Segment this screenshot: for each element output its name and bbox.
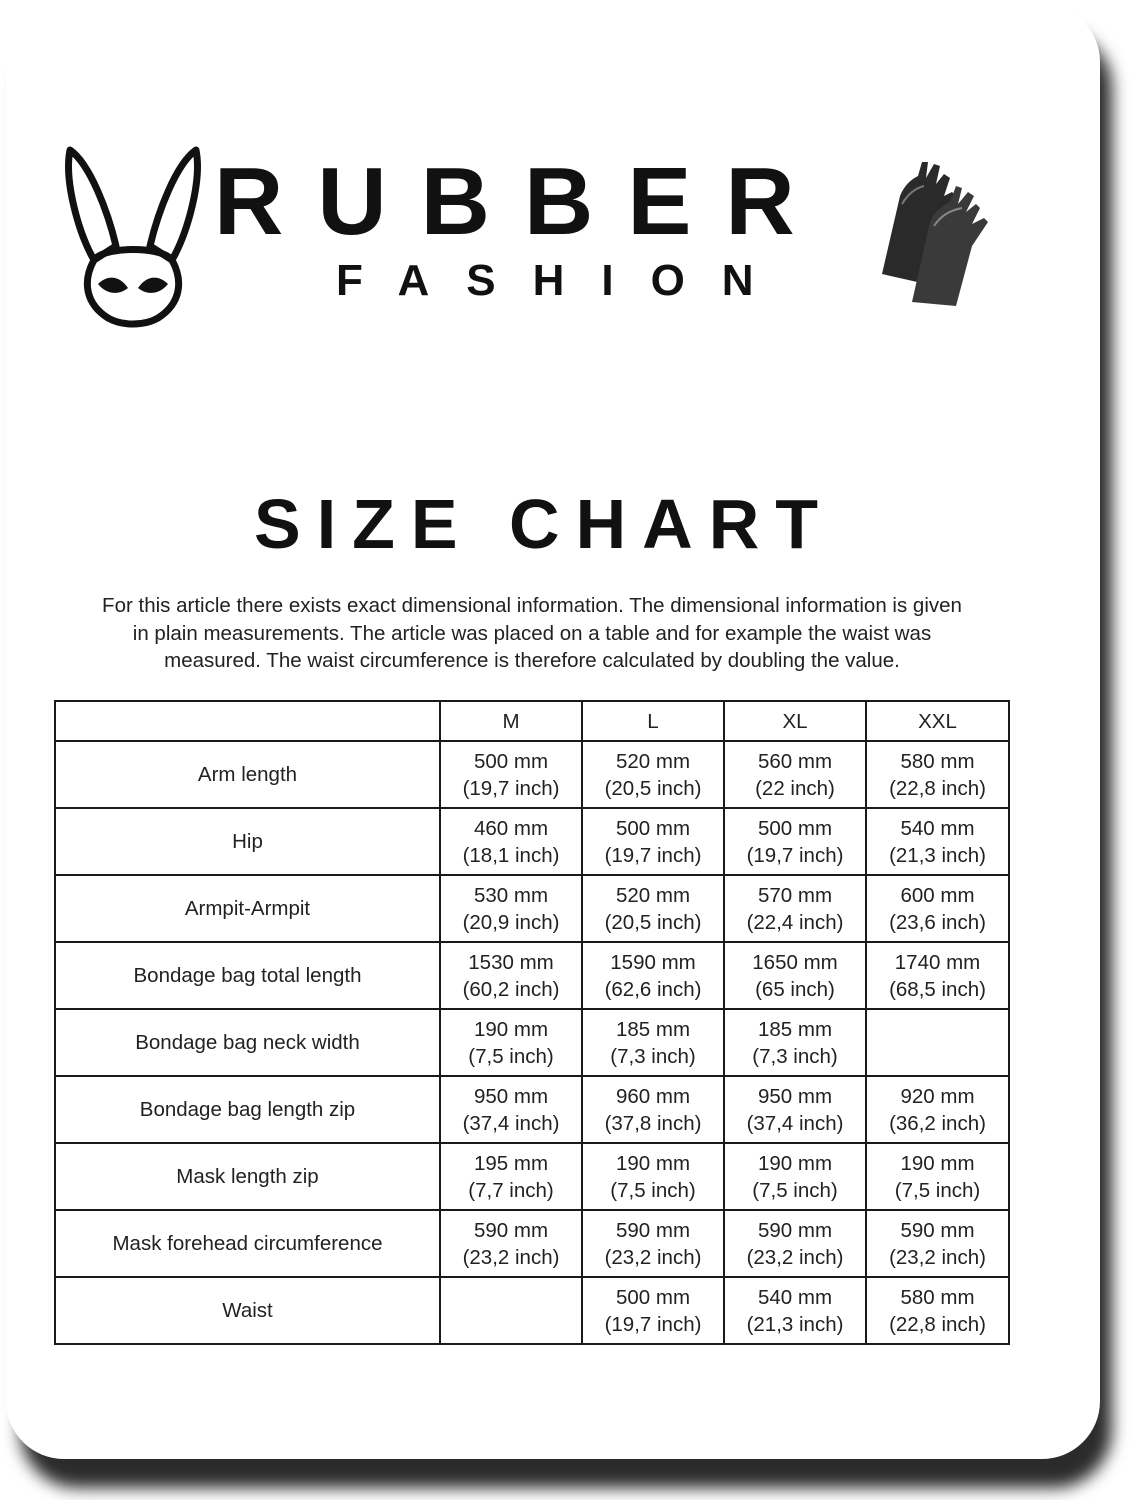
value-mm: 580 mm <box>900 1285 975 1309</box>
brand-subtitle: FASHION <box>336 256 791 305</box>
value-inch: (7,5 inch) <box>752 1178 838 1202</box>
value-mm: 530 mm <box>473 883 549 907</box>
value-mm: 500 mm <box>473 749 549 773</box>
size-cell <box>440 808 582 875</box>
intro-line: measured. The waist circumference is therefore calculated by doubling the value. <box>164 649 900 672</box>
size-cell <box>724 1210 866 1277</box>
bunny-logo-icon <box>64 142 202 330</box>
value-inch: (7,5 inch) <box>894 1178 981 1202</box>
value-mm: 195 mm <box>473 1151 549 1175</box>
size-cell <box>724 741 866 808</box>
value-inch: (23,2 inch) <box>889 1245 986 1269</box>
size-cell <box>440 1210 582 1277</box>
row-label: Waist <box>55 1277 440 1344</box>
value-inch: (20,9 inch) <box>462 910 560 934</box>
value-inch: (7,3 inch) <box>752 1044 838 1068</box>
table-row <box>55 942 1009 1009</box>
size-cell <box>582 875 724 942</box>
value-inch: (21,3 inch) <box>746 1312 844 1336</box>
size-cell <box>440 1277 582 1344</box>
value-mm: 580 mm <box>900 749 975 773</box>
value-inch: (20,5 inch) <box>604 776 702 800</box>
page-title: SIZE CHART <box>254 485 834 563</box>
value-mm: 190 mm <box>757 1151 833 1175</box>
size-cell <box>440 741 582 808</box>
value-inch: (19,7 inch) <box>462 776 560 800</box>
column-header-xl: XL <box>724 701 866 741</box>
value-mm: 520 mm <box>615 883 691 907</box>
size-cell <box>582 808 724 875</box>
latex-gloves-icon <box>872 156 998 306</box>
value-mm: 190 mm <box>900 1151 975 1175</box>
size-cell <box>724 942 866 1009</box>
size-cell <box>866 741 1009 808</box>
value-mm: 540 mm <box>757 1285 833 1309</box>
size-cell <box>724 1009 866 1076</box>
value-inch: (21,3 inch) <box>889 843 986 867</box>
table-header-row <box>55 701 1009 741</box>
table-row <box>55 1143 1009 1210</box>
value-mm: 560 mm <box>757 749 833 773</box>
value-mm: 190 mm <box>615 1151 691 1175</box>
value-mm: 540 mm <box>900 816 975 840</box>
column-header-m: M <box>440 701 582 741</box>
intro-line: in plain measurements. The article was placed on a table and for example the waist was <box>132 621 932 645</box>
value-mm: 1530 mm <box>468 950 554 974</box>
size-table <box>54 700 1010 1345</box>
value-inch: (68,5 inch) <box>889 977 986 1001</box>
size-cell <box>440 1009 582 1076</box>
size-cell <box>440 1076 582 1143</box>
intro-text <box>50 592 1014 675</box>
brand-name: RUBBER <box>214 148 829 255</box>
value-inch: (7,5 inch) <box>610 1178 696 1202</box>
value-mm: 460 mm <box>473 816 549 840</box>
size-cell <box>582 1277 724 1344</box>
value-inch: (19,7 inch) <box>604 843 702 867</box>
size-cell <box>866 942 1009 1009</box>
value-mm: 1590 mm <box>610 950 696 974</box>
column-header <box>55 701 440 741</box>
value-mm: 500 mm <box>615 1285 691 1309</box>
value-mm: 520 mm <box>615 749 691 773</box>
value-mm: 500 mm <box>757 816 833 840</box>
value-mm: 1650 mm <box>752 950 838 974</box>
value-mm: 950 mm <box>757 1084 833 1108</box>
row-label: Armpit-Armpit <box>55 875 440 942</box>
value-mm: 185 mm <box>615 1017 691 1041</box>
value-inch: (22,8 inch) <box>889 1312 986 1336</box>
size-cell <box>440 942 582 1009</box>
value-inch: (37,4 inch) <box>746 1111 844 1135</box>
size-cell <box>866 1009 1009 1076</box>
size-cell <box>866 1143 1009 1210</box>
table-row <box>55 1277 1009 1344</box>
value-inch: (23,2 inch) <box>604 1245 702 1269</box>
value-inch: (22,4 inch) <box>746 910 844 934</box>
value-inch: (7,7 inch) <box>468 1178 554 1202</box>
value-mm: 1740 mm <box>894 950 981 974</box>
size-cell <box>724 1143 866 1210</box>
size-cell <box>724 808 866 875</box>
table-row <box>55 1210 1009 1277</box>
value-inch: (22,8 inch) <box>889 776 986 800</box>
row-label: Bondage bag length zip <box>55 1076 440 1143</box>
value-mm: 920 mm <box>900 1084 975 1108</box>
value-mm: 590 mm <box>757 1218 833 1242</box>
size-cell <box>724 1076 866 1143</box>
size-cell <box>582 942 724 1009</box>
value-mm: 590 mm <box>900 1218 975 1242</box>
value-inch: (37,4 inch) <box>462 1111 560 1135</box>
value-inch: (37,8 inch) <box>604 1111 702 1135</box>
value-mm: 500 mm <box>615 816 691 840</box>
value-inch: (23,2 inch) <box>462 1245 560 1269</box>
row-label: Mask forehead circumference <box>55 1210 440 1277</box>
table-row <box>55 1009 1009 1076</box>
table-row <box>55 1076 1009 1143</box>
size-cell <box>582 1143 724 1210</box>
size-cell <box>724 1277 866 1344</box>
value-mm: 950 mm <box>473 1084 549 1108</box>
size-cell <box>866 808 1009 875</box>
value-inch: (20,5 inch) <box>604 910 702 934</box>
table-row <box>55 875 1009 942</box>
column-header-xxl: XXL <box>866 701 1009 741</box>
column-header-l: L <box>582 701 724 741</box>
row-label: Mask length zip <box>55 1143 440 1210</box>
value-inch: (7,5 inch) <box>468 1044 554 1068</box>
value-inch: (62,6 inch) <box>604 977 702 1001</box>
size-cell <box>866 1210 1009 1277</box>
value-inch: (36,2 inch) <box>889 1111 986 1135</box>
value-inch: (7,3 inch) <box>610 1044 696 1068</box>
value-inch: (18,1 inch) <box>462 843 560 867</box>
row-label: Bondage bag neck width <box>55 1009 440 1076</box>
size-cell <box>866 1076 1009 1143</box>
table-row <box>55 741 1009 808</box>
value-inch: (23,2 inch) <box>746 1245 844 1269</box>
value-inch: (65 inch) <box>755 977 835 1001</box>
table-row <box>55 808 1009 875</box>
row-label: Bondage bag total length <box>55 942 440 1009</box>
size-cell <box>440 1143 582 1210</box>
size-cell <box>582 1009 724 1076</box>
value-mm: 600 mm <box>900 883 975 907</box>
intro-line: For this article there exists exact dimensional information. The dimensional information is given <box>102 594 962 617</box>
value-inch: (19,7 inch) <box>604 1312 702 1336</box>
value-mm: 570 mm <box>757 883 833 907</box>
row-label: Arm length <box>55 741 440 808</box>
size-cell <box>582 741 724 808</box>
value-mm: 185 mm <box>757 1017 833 1041</box>
row-label: Hip <box>55 808 440 875</box>
value-mm: 190 mm <box>473 1017 549 1041</box>
value-inch: (19,7 inch) <box>746 843 844 867</box>
size-cell <box>582 1210 724 1277</box>
size-cell <box>866 875 1009 942</box>
value-inch: (22 inch) <box>755 776 835 800</box>
value-mm: 590 mm <box>615 1218 691 1242</box>
size-cell <box>582 1076 724 1143</box>
value-mm: 590 mm <box>473 1218 549 1242</box>
size-cell <box>440 875 582 942</box>
value-inch: (60,2 inch) <box>462 977 560 1001</box>
value-mm: 960 mm <box>615 1084 691 1108</box>
value-inch: (23,6 inch) <box>889 910 986 934</box>
size-cell <box>724 875 866 942</box>
size-cell <box>866 1277 1009 1344</box>
